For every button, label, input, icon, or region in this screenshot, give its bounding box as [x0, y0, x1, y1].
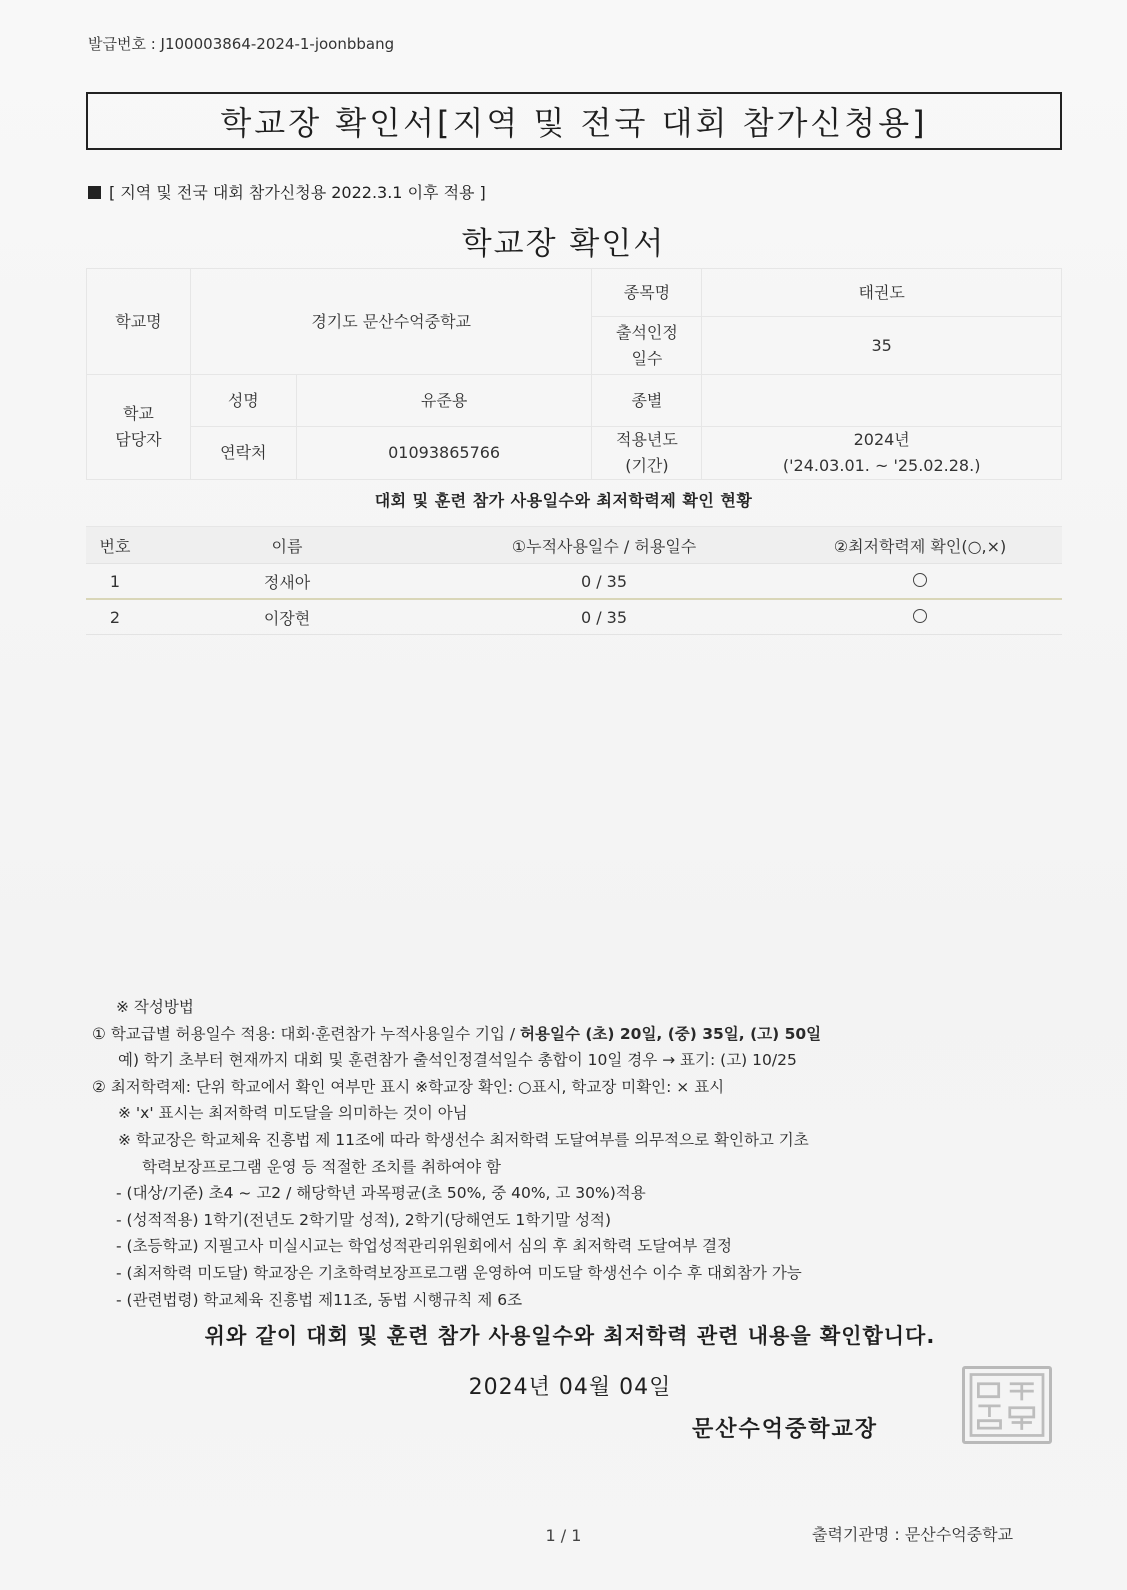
school-label: 학교명 — [87, 269, 191, 375]
year-value-line2: ('24.03.01. ~ '25.02.28.) — [782, 456, 981, 475]
row-days: 0 / 35 — [430, 564, 778, 600]
application-note — [88, 180, 486, 203]
attendance-label — [592, 317, 702, 375]
row-number: 1 — [86, 564, 144, 600]
category-label: 종별 — [592, 375, 702, 427]
event-value: 태권도 — [702, 269, 1062, 317]
instructions-heading: ※ 작성방법 — [116, 998, 194, 1016]
circle-mark-icon — [913, 609, 927, 623]
instruction-line — [92, 1021, 1052, 1048]
instruction-line: 예) 학기 초부터 현재까지 대회 및 훈련참가 출석인정결석일수 총합이 10일 경우 → 표기: (고) 10/25 — [118, 1051, 797, 1070]
attendance-value: 35 — [702, 317, 1062, 375]
name-label: 성명 — [190, 375, 296, 427]
circle-mark-icon — [913, 573, 927, 587]
event-label: 종목명 — [592, 269, 702, 317]
instruction-line: - (초등학교) 지필고사 미실시교는 학업성적관리위원회에서 심의 후 최저학력 도달여부 결정 — [116, 1237, 733, 1256]
contact-label: 연락처 — [190, 427, 296, 480]
allowed-days-text: 허용일수 (초) 20일, (중) 35일, (고) 50일 — [520, 1024, 822, 1043]
category-value — [702, 375, 1062, 427]
row-check — [778, 564, 1062, 600]
square-bullet-icon — [88, 186, 101, 199]
row-name: 이장현 — [144, 599, 430, 635]
issuing-institution: 출력기관명 : 문산수억중학교 — [812, 1525, 1014, 1544]
row-days: 0 / 35 — [430, 599, 778, 635]
document-title-box — [86, 92, 1062, 150]
year-value — [702, 427, 1062, 480]
issue-date: 2024년 04월 04일 — [468, 1375, 672, 1400]
instruction-line: ② 최저학력제: 단위 학교에서 확인 여부만 표시 ※학교장 확인: ○표시, 학교장 미확인: × 표시 — [92, 1077, 725, 1096]
participants-header-row — [86, 527, 1062, 564]
instruction-line: ※ 학교장은 학교체육 진흥법 제 11조에 따라 학생선수 최저학력 도달여부를 의무적으로 확인하고 기초 — [118, 1130, 809, 1149]
table-row — [86, 564, 1062, 600]
manager-label-line2: 담당자 — [115, 430, 162, 449]
year-label — [592, 427, 702, 480]
instruction-text: ① 학교급별 허용일수 적용: 대회·훈련참가 누적사용일수 기입 / — [92, 1024, 521, 1043]
manager-label — [87, 375, 191, 480]
section-caption: 대회 및 훈련 참가 사용일수와 최저학력제 확인 현황 — [374, 491, 753, 510]
instruction-line: - (최저학력 미도달) 학교장은 기초학력보장프로그램 운영하여 미도달 학생선수 이수 후 대회참가 가능 — [116, 1263, 802, 1282]
document-title: 학교장 확인서[지역 및 전국 대회 참가신청용] — [220, 104, 928, 142]
seal-graphic — [965, 1369, 1049, 1441]
contact-value: 01093865766 — [296, 427, 592, 480]
writing-instructions — [92, 994, 1052, 1313]
participants-table — [86, 526, 1062, 635]
year-value-line1: 2024년 — [853, 430, 910, 449]
principal-name: 문산수억중학교장 — [692, 1417, 879, 1442]
row-number: 2 — [86, 599, 144, 635]
table-row — [86, 599, 1062, 635]
issue-number: 발급번호 : J100003864-2024-1-joonbbang — [88, 35, 395, 53]
instruction-line: - (관련법령) 학교체육 진흥법 제11조, 동법 시행규칙 제 6조 — [116, 1290, 523, 1309]
header-check: ②최저학력제 확인(○,×) — [778, 527, 1062, 564]
school-seal-icon — [962, 1366, 1052, 1444]
confirmation-statement: 위와 같이 대회 및 훈련 참가 사용일수와 최저학력 관련 내용을 확인합니다. — [204, 1324, 936, 1348]
year-label-line2: (기간) — [625, 456, 669, 475]
instruction-line: - (성적적용) 1학기(전년도 2학기말 성적), 2학기(당해연도 1학기말 성적) — [116, 1210, 612, 1229]
school-value: 경기도 문산수억중학교 — [190, 269, 592, 375]
form-title: 학교장 확인서 — [461, 226, 666, 262]
info-table — [86, 268, 1062, 480]
manager-label-line1: 학교 — [122, 404, 154, 423]
header-number: 번호 — [86, 527, 144, 564]
header-name: 이름 — [144, 527, 430, 564]
instruction-line: ※ 'x' 표시는 최저학력 미도달을 의미하는 것이 아님 — [118, 1104, 468, 1123]
page-number: 1 / 1 — [545, 1526, 582, 1545]
instruction-line: 학력보장프로그램 운영 등 적절한 조치를 취하여야 함 — [142, 1157, 501, 1176]
header-days: ①누적사용일수 / 허용일수 — [430, 527, 778, 564]
attendance-label-line1: 출석인정 — [616, 322, 678, 342]
name-value: 유준용 — [296, 375, 592, 427]
row-check — [778, 599, 1062, 635]
row-name: 정새아 — [144, 564, 430, 600]
application-note-text: [ 지역 및 전국 대회 참가신청용 2022.3.1 이후 적용 ] — [109, 183, 486, 202]
attendance-label-line2: 일수 — [631, 348, 663, 368]
year-label-line1: 적용년도 — [616, 430, 678, 449]
instruction-line: - (대상/기준) 초4 ~ 고2 / 해당학년 과목평균(초 50%, 중 40%, 고 30%)적용 — [116, 1184, 646, 1203]
